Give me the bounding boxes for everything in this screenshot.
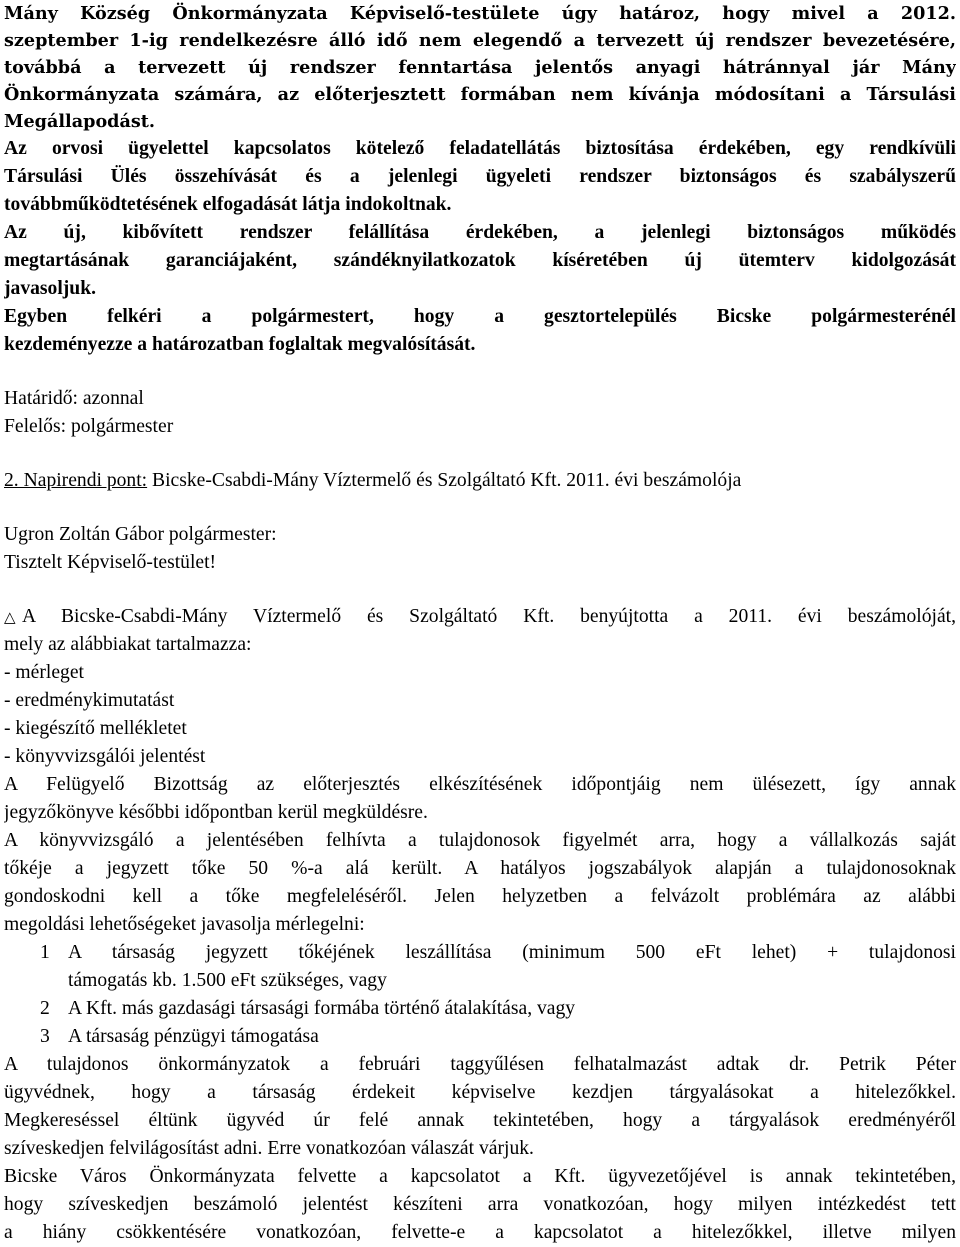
text-line: megtartásának garanciájaként, szándéknyilatkozatok kíséretében új ütemterv kidolgozását [4,250,956,271]
speaker-name: Ugron Zoltán Gábor polgármester: [4,524,277,545]
spacer [4,495,956,521]
text-line: Az orvosi ügyelettel kapcsolatos kötelező feladatellátás biztosítása érdekében, egy rendkívüli [4,138,956,159]
text-line: Megállapodást. [4,111,156,132]
text-line: tőkéje a jegyzett tőke 50 %-a alá került. A hatályos jogszabályok alapján a tulajdonosoknak [4,858,956,879]
list-item: - könyvvizsgálói jelentést [4,746,206,767]
text-line: megoldási lehetőségeket javasolja mérlegelni: [4,914,365,935]
list-item: - eredménykimutatást [4,690,175,711]
agenda-heading [4,467,956,495]
spacer [4,577,956,603]
text-line: A könyvvizsgáló a jelentésében felhívta a tulajdonosok figyelmét arra, hogy a vállalkozás saját [4,830,956,851]
list-item: - mérleget [4,662,84,683]
resolution-paragraph-4 [4,303,956,359]
text-line: jegyzőkönyve későbbi időpontban kerül megküldésre. [4,802,428,823]
intro-text: A Bicske-Csabdi-Mány Víztermelő és Szolgáltató Kft. benyújtotta a 2011. évi beszámolóját, [22,606,956,627]
responsible: Felelős: polgármester [4,416,174,437]
option-item-1 [4,939,956,967]
text-line: Bicske Város Önkormányzata felvette a kapcsolatot a Kft. ügyvezetőjével is annak tekintetében, [4,1166,956,1187]
text-line: javasoljuk. [4,278,96,299]
options-list [4,939,956,1051]
supervisory-paragraph [4,771,956,827]
text-line: hogy szíveskedjen beszámoló jelentést készíteni arra vonatkozóan, hogy milyen intézkedést tett [4,1194,956,1215]
option-text: A társaság pénzügyi támogatása [68,1026,319,1047]
text-line: Megkereséssel éltünk ügyvéd úr felé annak tekintetében, hogy a tárgyalások eredményéről [4,1110,956,1131]
text-line: szíveskedjen felvilágosítást adni. Erre vonatkozóan válaszát várjuk. [4,1138,534,1159]
text-line: továbbá a tervezett új rendszer fenntartása jelentős anyagi hátránnyal jár Mány [4,57,956,78]
option-item-3 [4,1023,956,1051]
list-item: - kiegészítő mellékletet [4,718,187,739]
owners-paragraph [4,1051,956,1163]
text-line: a hiány csökkentésére vonatkozóan, felvette-e a kapcsolatot a hitelezőkkel, illetve milyen [4,1222,956,1243]
spacer [4,359,956,385]
text-line: Az új, kibővített rendszer felállítása érdekében, a jelenlegi biztonságos működés [4,222,956,243]
document-page [4,0,956,1247]
resolution-paragraph-3 [4,219,956,303]
option-number: 3 [40,1026,50,1047]
text-line: A tulajdonos önkormányzatok a februári taggyűlésen felhatalmazást adtak dr. Petrik Péter [4,1054,956,1075]
intro-line [4,603,956,631]
text-line: mely az alábbiakat tartalmazza: [4,634,252,655]
bullet-arrow-icon: △ [4,610,16,626]
agenda-label: 2. Napirendi pont: [4,470,148,491]
greeting: Tisztelt Képviselő-testület! [4,552,217,573]
text-line: Egyben felkéri a polgármestert, hogy a gesztortelepülés Bicske polgármesterénél [4,306,956,327]
option-item-2 [4,995,956,1023]
text-line: A Felügyelő Bizottság az előterjesztés elkészítésének időpontjáig nem ülésezett, így annak [4,774,956,795]
option-number: 2 [40,998,50,1019]
text-line: szeptember 1-ig rendelkezésre álló idő nem elegendő a tervezett új rendszer bevezetésére, [4,30,956,51]
option-item-1-continued: támogatás kb. 1.500 eFt szükséges, vagy [68,970,387,991]
text-line: továbbműködtetésének elfogadását látja indokoltnak. [4,194,452,215]
text-line: Önkormányzata számára, az előterjesztett formában nem kívánja módosítani a Társulási [4,84,956,105]
auditor-paragraph [4,827,956,939]
option-number: 1 [40,942,50,963]
text-line: ügyvédnek, hogy a társaság érdekeit képviselve kezdjen tárgyalásokat a hitelezőkkel. [4,1082,956,1103]
deadline: Határidő: azonnal [4,388,144,409]
spacer [4,441,956,467]
option-text: A Kft. más gazdasági társasági formába történő átalakítása, vagy [68,998,576,1019]
bicske-paragraph [4,1163,956,1247]
text-line: Társulási Ülés összehívását és a jelenlegi ügyeleti rendszer biztonságos és szabályszerű [4,166,956,187]
text-line: kezdeményezze a határozatban foglaltak megvalósítását. [4,334,476,355]
resolution-paragraph-1 [4,0,956,135]
text-line: Mány Község Önkormányzata Képviselő-testülete úgy határoz, hogy mivel a 2012. [4,3,956,24]
option-text: A társaság jegyzett tőkéjének leszállítása (minimum 500 eFt lehet) + tulajdonosi [68,942,956,963]
text-line: gondoskodni kell a tőke megfeleléséről. Jelen helyzetben a felvázolt problémára az alábbi [4,886,956,907]
resolution-paragraph-2 [4,135,956,219]
contents-list [4,659,956,771]
agenda-title: Bicske-Csabdi-Mány Víztermelő és Szolgáltató Kft. 2011. évi beszámolója [147,470,742,491]
